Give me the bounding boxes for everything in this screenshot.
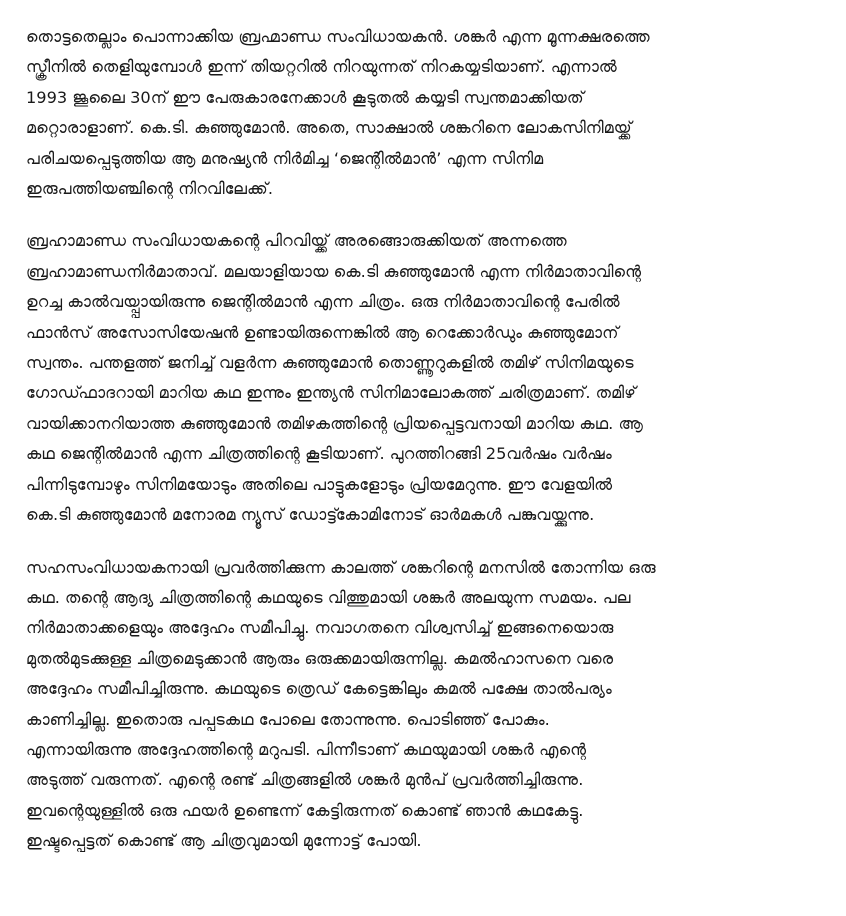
text-line: ബ്രഹാമാണ്ഡ സംവിധായകന്റെ പിറവിയ്ക്ക് അരങ്ങൊരുക്കിയത് അന്നത്തെ — [26, 231, 567, 251]
text-line: എന്നായിരുന്നു അദ്ദേഹത്തിന്റെ മറുപടി. പിന്നീടാണ് കഥയുമായി ശങ്കർ എന്റെ — [26, 739, 587, 759]
text-line: വായിക്കാനറിയാത്ത കുഞ്ഞുമോൻ തമിഴകത്തിന്റെ പ്രിയപ്പെട്ടവനായി മാറിയ കഥ. ആ — [26, 413, 644, 433]
paragraph-3 — [26, 553, 824, 857]
paragraph-2 — [26, 226, 824, 530]
text-line: സ്ക്രീനിൽ തെളിയുമ്പോൾ ഇന്ന് തിയറ്ററിൽ നിറയുന്നത് നിറകയ്യടിയാണ്. എന്നാൽ — [26, 57, 617, 77]
text-line: അടുത്ത് വരുന്നത്. എന്റെ രണ്ട് ചിത്രങ്ങളിൽ ശങ്കർ മുൻപ് പ്രവർത്തിച്ചിരുന്നു. — [26, 770, 584, 790]
text-line: ഇഷ്ടപ്പെട്ടത് കൊണ്ട് ആ ചിത്രവുമായി മുന്നോട്ട് പോയി. — [26, 831, 422, 851]
text-line: മറ്റൊരാളാണ്. കെ.ടി. കുഞ്ഞുമോൻ. അതെ, സാക്ഷാൽ ശങ്കറിനെ ലോകസിനിമയ്ക്ക് — [26, 118, 632, 138]
text-line: ഉറച്ച കാൽവയ്പ്പായിരുന്നു ജെന്റിൽമാൻ എന്ന ചിത്രം. ഒരു നിർമാതാവിന്റെ പേരിൽ — [26, 292, 620, 312]
text-line: കെ.ടി കുഞ്ഞുമോൻ മനോരമ ന്യൂസ് ഡോട്ട്കോമിനോട് ഓർമകൾ പങ്കുവയ്ക്കുന്നു. — [26, 505, 595, 525]
text-line: കഥ. തന്റെ ആദ്യ ചിത്രത്തിന്റെ കഥയുടെ വിത്തുമായി ശങ്കർ അലയുന്ന സമയം. പല — [26, 587, 631, 607]
text-line: ഫാൻസ് അസോസിയേഷൻ ഉണ്ടായിരുന്നെങ്കിൽ ആ റെക്കോർഡും കുഞ്ഞുമോന് — [26, 322, 619, 342]
text-line: ഇവന്റെയുള്ളിൽ ഒരു ഫയർ ഉണ്ടെന്ന് കേട്ടിരുന്നത് കൊണ്ട് ഞാൻ കഥകേട്ടു. — [26, 800, 584, 820]
text-line: മുതൽമുടക്കുള്ള ചിത്രമെടുക്കാൻ ആരും ഒരുക്കമായിരുന്നില്ല. കമൽഹാസനെ വരെ — [26, 648, 614, 668]
text-line: ഗോഡ്ഫാദറായി മാറിയ കഥ ഇന്നും ഇന്ത്യൻ സിനിമാലോകത്ത് ചരിത്രമാണ്. തമിഴ് — [26, 383, 636, 403]
text-line: അദ്ദേഹം സമീപിച്ചിരുന്നു. കഥയുടെ ത്രെഡ് കേട്ടെങ്കിലും കമൽ പക്ഷേ താൽപര്യം — [26, 679, 612, 699]
text-line: ഇരുപത്തിയഞ്ചിന്റെ നിറവിലേക്ക്. — [26, 179, 274, 199]
text-line: പരിചയപ്പെടുത്തിയ ആ മനുഷ്യൻ നിർമിച്ച ‘ജെന്റിൽമാൻ’ എന്ന സിനിമ — [26, 148, 544, 168]
text-line: സ്വന്തം. പന്തളത്ത് ജനിച്ച് വളർന്ന കുഞ്ഞുമോൻ തൊണ്ണൂറുകളിൽ തമിഴ് സിനിമയുടെ — [26, 353, 634, 373]
text-line: ബ്രഹാമാണ്ഡനിർമാതാവ്. മലയാളിയായ കെ.ടി കുഞ്ഞുമോൻ എന്ന നിർമാതാവിന്റെ — [26, 261, 642, 281]
text-line: സഹസംവിധായകനായി പ്രവർത്തിക്കുന്ന കാലത്ത് ശങ്കറിന്റെ മനസിൽ തോന്നിയ ഒരു — [26, 557, 656, 577]
text-line: കഥ ജെന്റിൽമാൻ എന്ന ചിത്രത്തിന്റെ കൂടിയാണ്. പുറത്തിറങ്ങി 25വർഷം വർഷം — [26, 444, 612, 464]
text-line: തൊട്ടതെല്ലാം പൊന്നാക്കിയ ബ്രഹ്മാണ്ഡ സംവിധായകൻ. ശങ്കർ എന്ന മൂന്നക്ഷരത്തെ — [26, 27, 650, 46]
text-line: പിന്നിടുമ്പോഴും സിനിമയോടും അതിലെ പാട്ടുകളോടും പ്രിയമേറുന്നു. ഈ വേളയിൽ — [26, 474, 613, 494]
text-line: കാണിച്ചില്ല. ഇതൊരു പപ്പടകഥ പോലെ തോന്നുന്നു. പൊടിഞ്ഞ് പോകും. — [26, 709, 550, 729]
text-line: 1993 ജൂലൈ 30ന് ഈ പേരുകാരനേക്കാൾ കൂടുതൽ കയ്യടി സ്വന്തമാക്കിയത് — [26, 87, 584, 107]
text-line: നിർമാതാക്കളെയും അദ്ദേഹം സമീപിച്ചു. നവാഗതനെ വിശ്വസിച്ച് ഇങ്ങനെയൊരു — [26, 618, 614, 638]
paragraph-1 — [26, 22, 824, 204]
